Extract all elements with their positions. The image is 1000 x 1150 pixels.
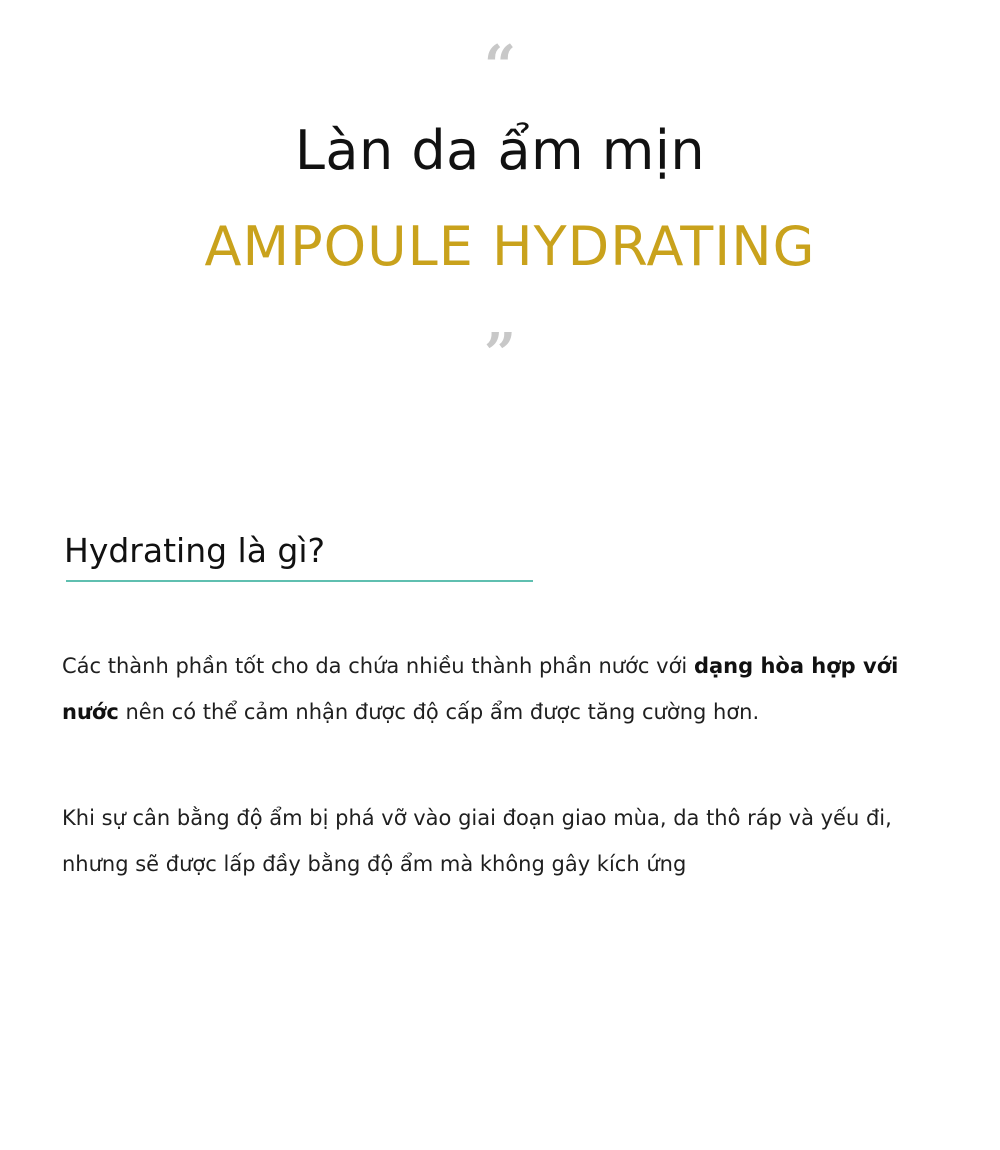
hero-title: Làn da ẩm mịn xyxy=(294,119,706,182)
hero-subtitle: AMPOULE HYDRATING xyxy=(204,215,816,278)
close-quote-icon: ” xyxy=(483,321,517,387)
paragraph-intro xyxy=(62,643,952,735)
section-heading-underline xyxy=(66,580,533,582)
open-quote-icon: “ xyxy=(483,33,517,99)
section-heading: Hydrating là gì? xyxy=(64,531,326,570)
paragraph-season: Khi sự cân bằng độ ẩm bị phá vỡ vào giai đoạn giao mùa, da thô ráp và yếu đi, nhưng sẽ được lấp đầy bằng độ ẩm mà không gây kích ứng xyxy=(62,806,892,876)
paragraph-intro-highlight: dạng hòa hợp với nước xyxy=(62,654,899,724)
paragraph-intro-before: Các thành phần tốt cho da chứa nhiều thành phần nước với xyxy=(62,654,694,678)
paragraph-intro-after: nên có thể cảm nhận được độ cấp ẩm được tăng cường hơn. xyxy=(118,700,760,724)
